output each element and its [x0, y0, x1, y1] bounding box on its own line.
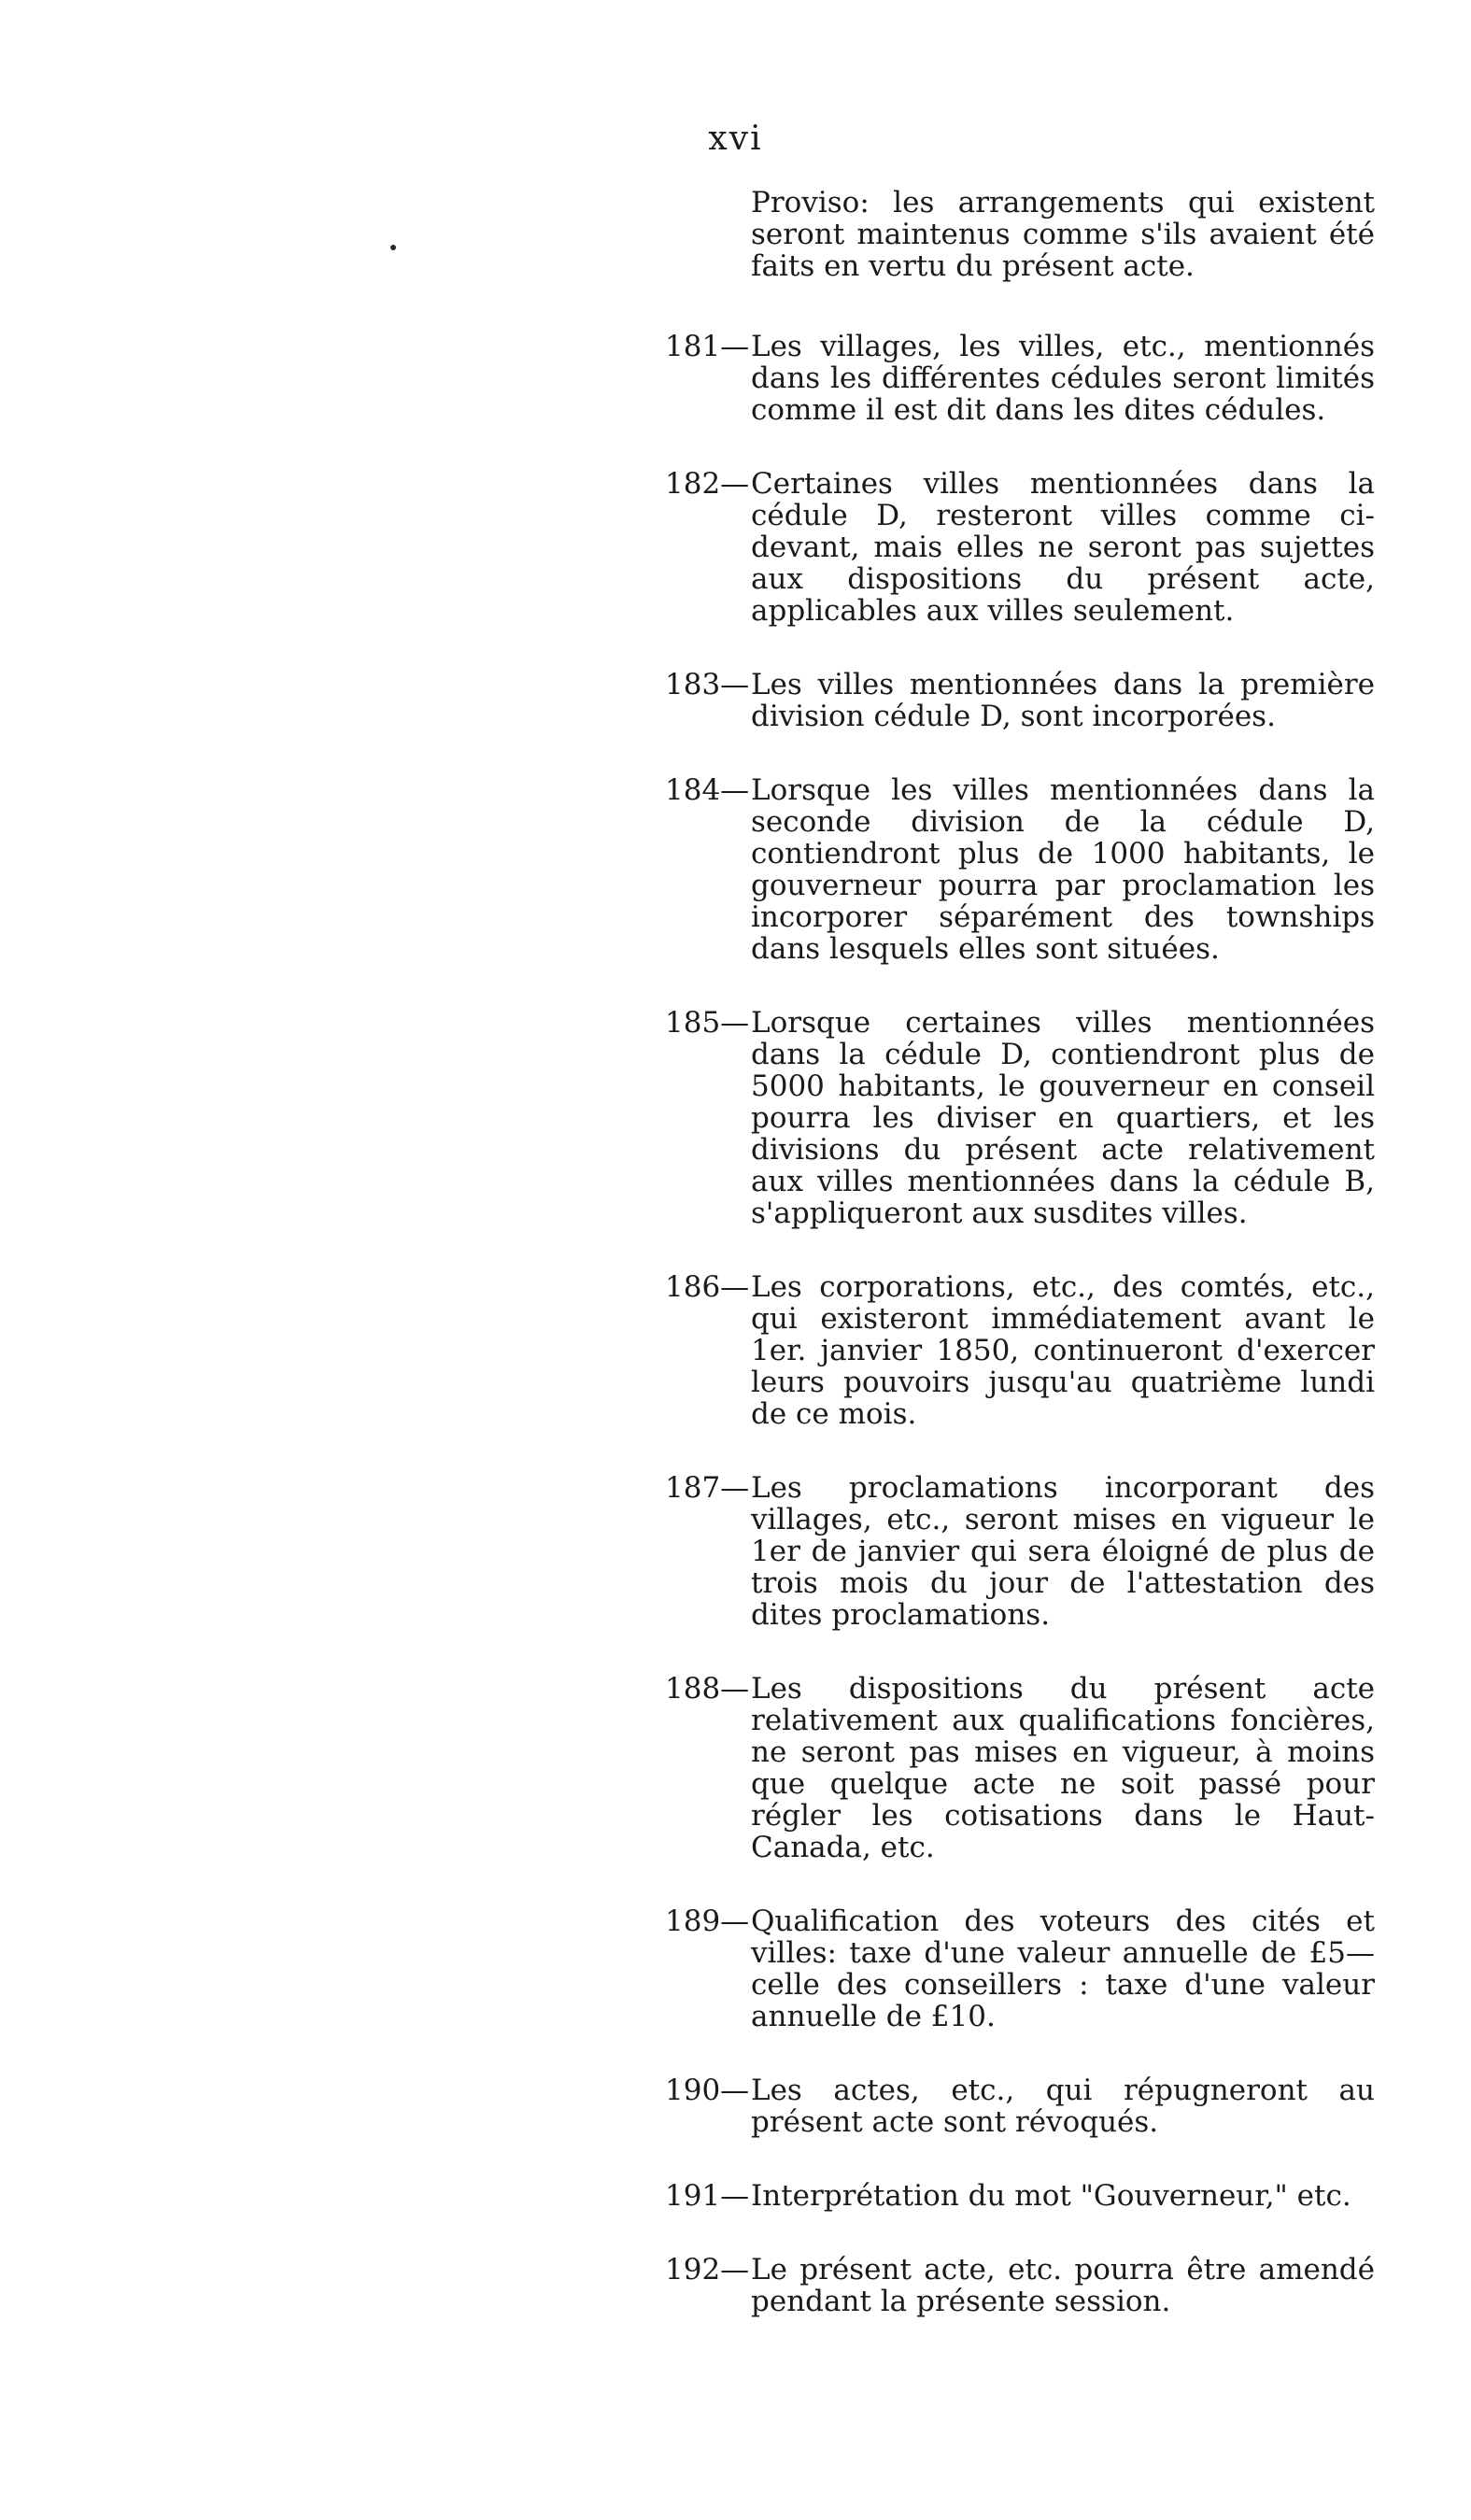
entry-number: 182—: [665, 467, 750, 501]
entry-text: Les corporations, etc., des comtés, etc., qui existeront immédiatement avant le 1er. janvier 1850, continueront d'exercer leurs pouvoirs jusqu'au quatrième lundi de ce mois.: [751, 1270, 1375, 1431]
entry-186: [665, 1271, 1375, 1430]
proviso-paragraph: Proviso: les arrangements qui existent seront maintenus comme s'ils avaient été faits en vertu du présent acte.: [751, 186, 1375, 283]
entry-number: 190—: [665, 2074, 750, 2107]
entry-number: 187—: [665, 1471, 750, 1505]
entry-text: Les dispositions du présent acte relativement aux qualifications foncières, ne seront pas mises en vigueur, à moins que quelque acte ne soit passé pour régler les cotisations dans le Haut-Canada, etc.: [751, 1672, 1375, 1864]
entry-text: Les actes, etc., qui répugneront au présent acte sont révoqués.: [751, 2074, 1375, 2139]
entry-184: [665, 774, 1375, 965]
entry-text: Qualification des voteurs des cités et villes: taxe d'une valeur annuelle de £5—celle des conseillers : taxe d'une valeur annuelle de £10.: [751, 1904, 1375, 2033]
entry-number: 183—: [665, 668, 750, 701]
entry-number: 184—: [665, 773, 750, 807]
entry-text: Les proclamations incorporant des villages, etc., seront mises en vigueur le 1er de janvier qui sera éloigné de plus de trois mois du jour de l'attestation des dites proclamations.: [751, 1471, 1375, 1632]
entry-text: Lorsque certaines villes mentionnées dans la cédule D, contiendront plus de 5000 habitants, le gouverneur en conseil pourra les diviser en quartiers, et les divisions du présent acte relativement aux villes mentionnées dans la cédule B, s'appliqueront aux susdites villes.: [751, 1006, 1375, 1230]
entry-185: [665, 1007, 1375, 1229]
entry-text: Les villes mentionnées dans la première division cédule D, sont incorporées.: [751, 668, 1375, 733]
entry-text: Lorsque les villes mentionnées dans la seconde division de la cédule D, contiendront plus de 1000 habitants, le gouverneur pourra par proclamation les incorporer séparément des townships dans lesquels elles sont situées.: [751, 773, 1375, 966]
entry-text: Le présent acte, etc. pourra être amendé pendant la présente session.: [751, 2253, 1375, 2318]
stray-mark: [390, 245, 396, 250]
entry-192: [665, 2254, 1375, 2317]
entry-text: Certaines villes mentionnées dans la cédule D, resteront villes comme ci-devant, mais elles ne seront pas sujettes aux dispositions du présent acte, applicables aux villes seulement.: [751, 467, 1375, 628]
entry-181: [665, 331, 1375, 426]
entry-number: 189—: [665, 1904, 750, 1938]
page-body: [665, 187, 1375, 2359]
entry-189: [665, 1905, 1375, 2032]
entry-number: 191—: [665, 2179, 750, 2213]
entry-number: 188—: [665, 1672, 750, 1706]
entry-text: Interprétation du mot "Gouverneur," etc.: [751, 2179, 1351, 2213]
entry-number: 192—: [665, 2253, 750, 2286]
entry-text: Les villages, les villes, etc., mentionnés dans les différentes cédules seront limités comme il est dit dans les dites cédules.: [751, 330, 1375, 427]
entry-191: [665, 2180, 1375, 2212]
entry-188: [665, 1673, 1375, 1863]
entry-number: 181—: [665, 330, 750, 363]
entry-190: [665, 2074, 1375, 2138]
entry-187: [665, 1472, 1375, 1631]
entry-182: [665, 468, 1375, 627]
entry-183: [665, 669, 1375, 732]
entry-number: 186—: [665, 1270, 750, 1304]
entry-number: 185—: [665, 1006, 750, 1040]
page-number: xvi: [708, 120, 763, 158]
